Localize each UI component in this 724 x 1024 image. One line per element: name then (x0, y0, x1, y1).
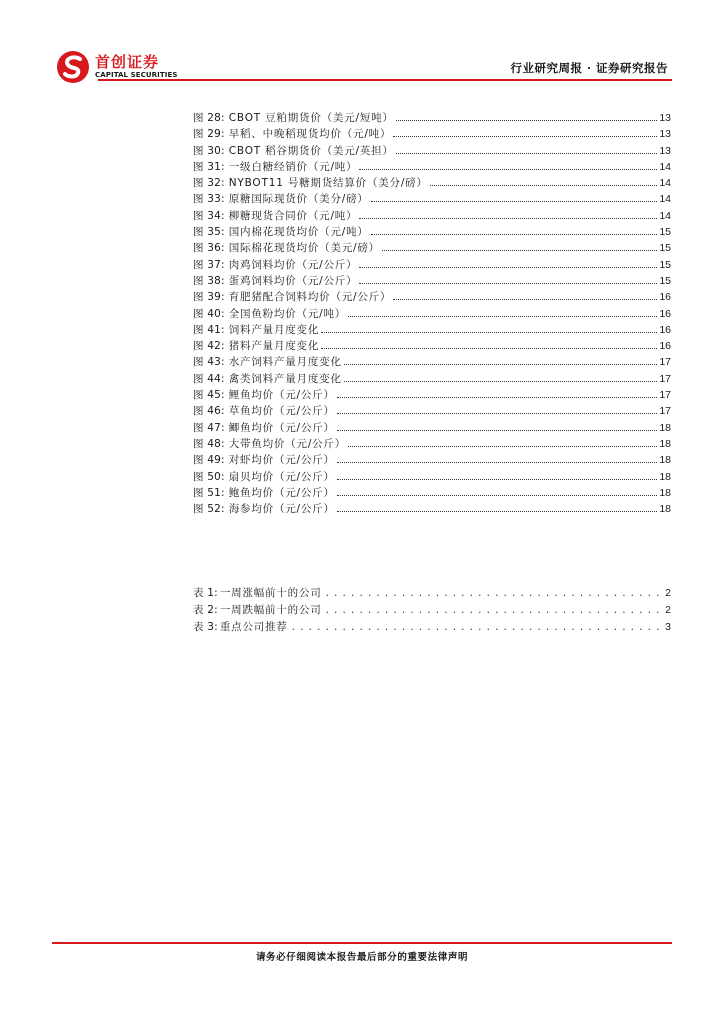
dot-leader (393, 135, 657, 137)
dot-leader (359, 266, 657, 268)
dot-leader (337, 478, 658, 480)
entry-title: 一周跌幅前十的公司 (219, 604, 322, 616)
entry-number: 图 43: (193, 356, 225, 369)
dot-leader (337, 412, 658, 414)
entry-title: 全国鱼粉均价（元/吨） (228, 307, 347, 320)
figure-index-entry[interactable] (193, 436, 671, 452)
entry-page-number: 16 (659, 307, 671, 320)
figure-index-entry[interactable] (193, 257, 671, 273)
entry-title: 水产饲料产量月度变化 (228, 356, 342, 369)
footer-divider (52, 942, 672, 944)
dot-leader (393, 298, 657, 300)
entry-number: 表 2: (193, 604, 218, 616)
figure-index-entry[interactable] (193, 485, 671, 501)
figure-index-entry[interactable] (193, 469, 671, 485)
capital-securities-logo-icon (56, 50, 90, 84)
dot-leader (337, 510, 658, 512)
entry-number: 图 46: (193, 405, 225, 418)
dot-leader (337, 429, 658, 431)
table-index-entry[interactable] (193, 602, 671, 619)
legal-disclaimer: 请务必仔细阅读本报告最后部分的重要法律声明 (255, 952, 469, 963)
logo-chinese-name: 首创证券 (95, 53, 160, 71)
logo-english-name: CAPITAL SECURITIES (95, 71, 178, 79)
dot-leader (344, 363, 658, 365)
entry-page-number: 14 (659, 160, 671, 173)
entry-page-number: 17 (659, 389, 671, 402)
dot-leader (382, 249, 657, 251)
entry-title: 早稻、中晚稻现货均价（元/吨） (228, 128, 392, 141)
figure-index-entry[interactable] (193, 208, 671, 224)
figure-index-entry[interactable] (193, 175, 671, 191)
dot-leader (359, 282, 657, 284)
entry-title: 一周涨幅前十的公司 (219, 587, 322, 599)
entry-title: 一级白糖经销价（元/吨） (228, 160, 358, 173)
entry-title: 鲤鱼均价（元/公斤） (228, 389, 335, 402)
dot-leader (371, 233, 658, 235)
entry-title: 猪料产量月度变化 (228, 340, 320, 353)
entry-page-number: 3 (665, 621, 671, 633)
table-index-entry[interactable] (193, 585, 671, 602)
dot-leader (359, 217, 657, 219)
figure-index-entry[interactable] (193, 143, 671, 159)
entry-title: 大带鱼均价（元/公斤） (228, 437, 347, 450)
entry-page-number: 18 (659, 421, 671, 434)
entry-number: 表 1: (193, 587, 218, 599)
entry-page-number: 13 (659, 112, 671, 124)
entry-number: 图 51: (193, 486, 225, 499)
figure-index-entry[interactable] (193, 452, 671, 468)
entry-title: 饲料产量月度变化 (228, 323, 320, 336)
dot-leader (344, 380, 658, 382)
dot-leader (337, 494, 658, 496)
entry-page-number: 2 (665, 604, 671, 616)
entry-title: 扇贝均价（元/公斤） (228, 470, 335, 483)
entry-title: 国内棉花现货均价（元/吨） (228, 226, 369, 239)
entry-page-number: 18 (659, 454, 671, 467)
entry-number: 图 36: (193, 242, 225, 255)
entry-title: 重点公司推荐 (219, 621, 288, 633)
entry-number: 图 39: (193, 291, 225, 304)
entry-page-number: 18 (659, 470, 671, 483)
figure-index-entry[interactable] (193, 224, 671, 240)
entry-page-number: 17 (659, 372, 671, 385)
figure-index-entry[interactable] (193, 191, 671, 207)
entry-number: 图 31: (193, 160, 225, 173)
report-type-title: 行业研究周报 · 证券研究报告 (510, 61, 668, 75)
dot-leader (348, 315, 657, 317)
figure-index-entry[interactable] (193, 322, 671, 338)
figure-index-entry[interactable] (193, 110, 671, 126)
dot-leader (348, 445, 657, 447)
entry-title: 育肥猪配合饲料均价（元/公斤） (228, 291, 392, 304)
entry-title: 国际棉花现货均价（美元/磅） (228, 242, 380, 255)
table-index-list (193, 585, 671, 636)
figure-index-entry[interactable] (193, 420, 671, 436)
entry-title: 禽类饲料产量月度变化 (228, 372, 342, 385)
entry-number: 图 50: (193, 470, 225, 483)
entry-page-number: 16 (659, 291, 671, 304)
entry-title: 肉鸡饲料均价（元/公斤） (228, 258, 358, 271)
entry-title: 草鱼均价（元/公斤） (228, 405, 335, 418)
entry-title: CBOT 稻谷期货价（美元/英担） (228, 144, 394, 157)
entry-number: 图 40: (193, 307, 225, 320)
figure-index-entry[interactable] (193, 501, 671, 517)
entry-number: 图 28: (193, 112, 225, 124)
entry-page-number: 13 (659, 128, 671, 141)
entry-title: 原糖国际现货价（美分/磅） (228, 193, 369, 206)
entry-number: 图 42: (193, 340, 225, 353)
entry-page-number: 17 (659, 405, 671, 418)
dot-leader (359, 168, 657, 170)
entry-title: NYBOT11 号糖期货结算价（美分/磅） (228, 177, 428, 190)
entry-page-number: 15 (659, 226, 671, 239)
figure-index-list (193, 110, 671, 517)
entry-number: 图 35: (193, 226, 225, 239)
entry-number: 图 47: (193, 421, 225, 434)
entry-page-number: 18 (659, 437, 671, 450)
figure-index-entry[interactable] (193, 306, 671, 322)
dot-leader (321, 347, 657, 349)
figure-index-entry[interactable] (193, 273, 671, 289)
dot-leader (337, 396, 658, 398)
dot-leader (396, 119, 658, 121)
entry-title: 蛋鸡饲料均价（元/公斤） (228, 274, 358, 287)
entry-title: CBOT 豆粕期货价（美元/短吨） (228, 112, 394, 124)
entry-page-number: 17 (659, 356, 671, 369)
entry-title: 对虾均价（元/公斤） (228, 454, 335, 467)
entry-page-number: 2 (665, 587, 671, 599)
entry-number: 图 45: (193, 389, 225, 402)
figure-index-entry[interactable] (193, 289, 671, 305)
entry-page-number: 15 (659, 274, 671, 287)
entry-page-number: 16 (659, 340, 671, 353)
entry-number: 图 30: (193, 144, 225, 157)
entry-page-number: 18 (659, 503, 671, 516)
figure-index-entry[interactable] (193, 338, 671, 354)
header-divider (98, 79, 672, 81)
entry-title: 柳糖现货合同价（元/吨） (228, 209, 358, 222)
entry-number: 图 41: (193, 323, 225, 336)
entry-number: 图 33: (193, 193, 225, 206)
dot-leader (371, 200, 658, 202)
entry-page-number: 14 (659, 209, 671, 222)
entry-number: 图 29: (193, 128, 225, 141)
entry-title: 鲍鱼均价（元/公斤） (228, 486, 335, 499)
figure-index-entry[interactable] (193, 126, 671, 142)
dot-leader (326, 585, 662, 602)
entry-page-number: 15 (659, 242, 671, 255)
dot-leader (326, 602, 662, 619)
entry-title: 海参均价（元/公斤） (228, 503, 335, 516)
dot-leader (430, 184, 658, 186)
entry-page-number: 16 (659, 323, 671, 336)
entry-title: 鲫鱼均价（元/公斤） (228, 421, 335, 434)
dot-leader (337, 461, 658, 463)
figure-index-entry[interactable] (193, 371, 671, 387)
dot-leader (292, 619, 661, 636)
table-index-entry[interactable] (193, 619, 671, 636)
entry-page-number: 14 (659, 193, 671, 206)
figure-index-entry[interactable] (193, 159, 671, 175)
entry-number: 表 3: (193, 621, 218, 633)
entry-number: 图 37: (193, 258, 225, 271)
entry-number: 图 52: (193, 503, 225, 516)
entry-page-number: 14 (659, 177, 671, 190)
dot-leader (396, 152, 658, 154)
entry-number: 图 44: (193, 372, 225, 385)
entry-page-number: 13 (659, 144, 671, 157)
figure-index-entry[interactable] (193, 387, 671, 403)
entry-number: 图 38: (193, 274, 225, 287)
figure-index-entry[interactable] (193, 240, 671, 256)
dot-leader (321, 331, 657, 333)
entry-page-number: 15 (659, 258, 671, 271)
entry-page-number: 18 (659, 486, 671, 499)
figure-index-entry[interactable] (193, 403, 671, 419)
entry-number: 图 34: (193, 209, 225, 222)
entry-number: 图 32: (193, 177, 225, 190)
figure-index-entry[interactable] (193, 354, 671, 370)
entry-number: 图 49: (193, 454, 225, 467)
entry-number: 图 48: (193, 437, 225, 450)
